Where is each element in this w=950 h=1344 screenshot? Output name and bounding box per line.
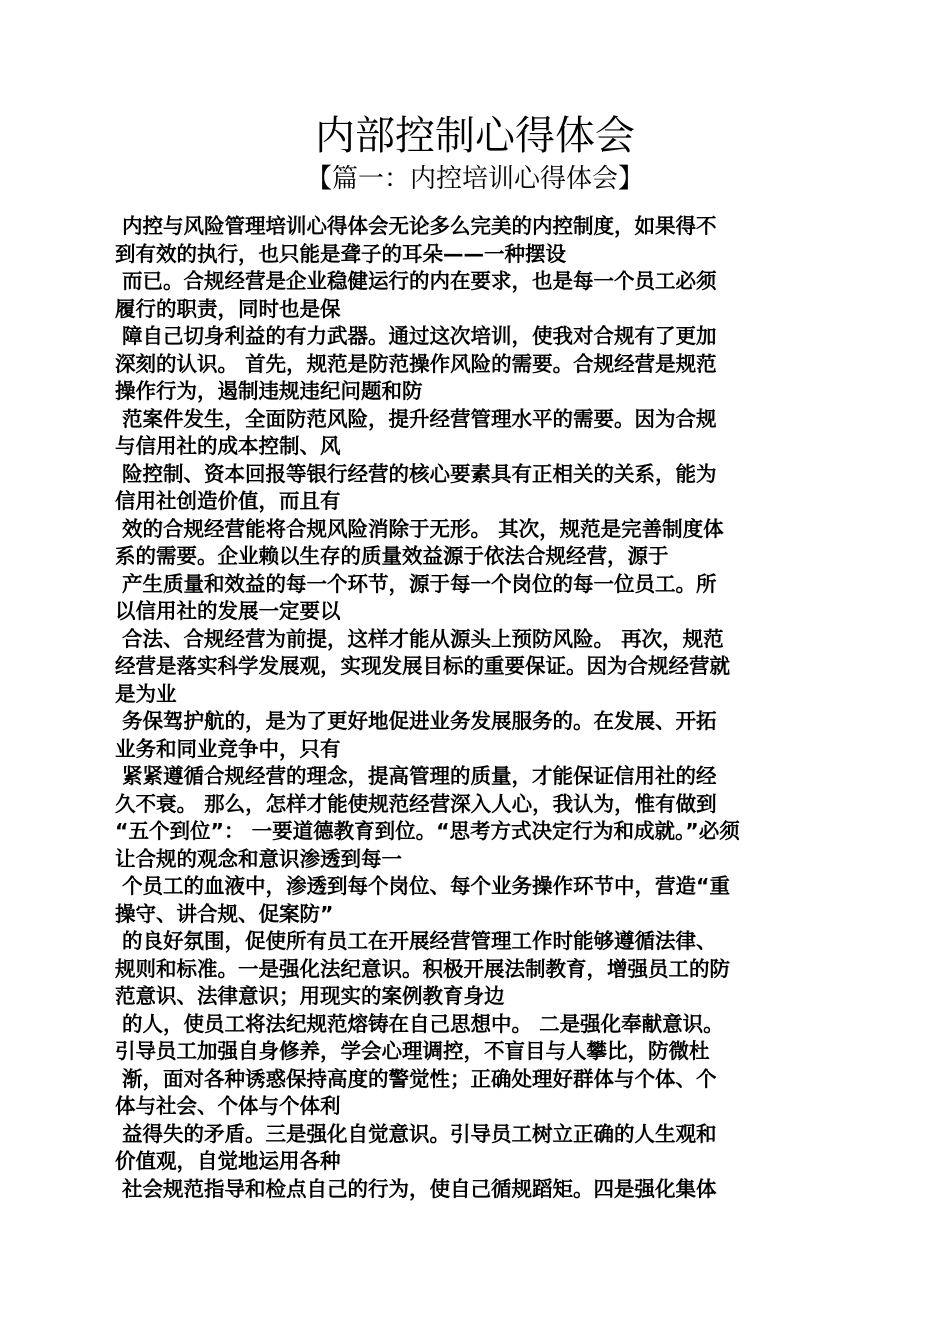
paragraph-line: 操作行为，遏制违规违纪问题和防 (115, 379, 423, 403)
document-body (115, 213, 840, 1203)
paragraph-line: 务保驾护航的，是为了更好地促进业务发展服务的。在发展、开拓 (122, 709, 717, 733)
paragraph-line: 险控制、资本回报等银行经营的核心要素具有正相关的关系，能为 (122, 461, 717, 486)
paragraph-line: 规则和标准。一是强化法纪意识。积极开展法制教育，增强员工的防 (115, 956, 730, 981)
paragraph-line: 引导员工加强自身修养，学会心理调控，不盲目与人攀比，防微杜 (115, 1039, 710, 1063)
paragraph-line: 经营是落实科学发展观，实现发展目标的重要保证。因为合规经营就 (115, 654, 730, 678)
paragraph-line: 的良好氛围，促使所有员工在开展经营管理工作时能够遵循法律、 (122, 929, 717, 953)
paragraph-line: 产生质量和效益的每一个环节，源于每一个岗位的每一位员工。所 (122, 571, 717, 596)
paragraph-line: 益得失的矛盾。三是强化自觉意识。引导员工树立正确的人生观和 (122, 1121, 717, 1146)
paragraph-line: “五个到位”： 一要道德教育到位。“思考方式决定行为和成就。”必须 (115, 819, 740, 843)
paragraph-line: 而已。合规经营是企业稳健运行的内在要求，也是每一个员工必须 (122, 269, 717, 293)
paragraph-line: 紧紧遵循合规经营的理念，提高管理的质量，才能保证信用社的经 (122, 764, 717, 788)
paragraph-line: 障自己切身利益的有力武器。通过这次培训，使我对合规有了更加 (122, 324, 717, 348)
paragraph-line: 范案件发生，全面防范风险，提升经营管理水平的需要。因为合规 (122, 406, 717, 431)
paragraph-line: 深刻的认识。 首先，规范是防范操作风险的需要。合规经营是规范 (115, 351, 717, 376)
paragraph-line: 内控与风险管理培训心得体会无论多么完美的内控制度，如果得不 (122, 214, 717, 238)
document-subtitle: 【篇一：内控培训心得体会】 (305, 164, 644, 194)
paragraph-line: 信用社创造价值，而且有 (115, 489, 341, 513)
paragraph-line: 渐，面对各种诱惑保持高度的警觉性；正确处理好群体与个体、个 (122, 1066, 717, 1091)
paragraph-line: 是为业 (115, 681, 177, 706)
paragraph-line: 让合规的观念和意识渗透到每一 (115, 846, 402, 871)
paragraph-line: 久不衰。 那么，怎样才能使规范经营深入人心，我认为，惟有做到 (115, 791, 717, 816)
document-title: 内部控制心得体会 (315, 113, 635, 159)
paragraph-line: 系的需要。企业赖以生存的质量效益源于依法合规经营，源于 (115, 544, 669, 568)
paragraph-line: 效的合规经营能将合规风险消除于无形。 其次，规范是完善制度体 (122, 516, 724, 541)
paragraph-line: 个员工的血液中，渗透到每个岗位、每个业务操作环节中，营造“重 (122, 874, 730, 898)
paragraph-line: 范意识、法律意识；用现实的案例教育身边 (115, 984, 505, 1008)
paragraph-line: 与信用社的成本控制、风 (115, 434, 341, 458)
paragraph-line: 体与社会、个体与个体利 (115, 1094, 341, 1118)
paragraph-line: 社会规范指导和检点自己的行为，使自己循规蹈矩。四是强化集体 (122, 1176, 717, 1201)
paragraph-line: 履行的职责，同时也是保 (115, 296, 341, 321)
paragraph-line: 价值观，自觉地运用各种 (115, 1149, 341, 1173)
paragraph-line: 合法、合规经营为前提，这样才能从源头上预防风险。 再次，规范 (122, 626, 724, 651)
paragraph-line: 到有效的执行，也只能是聋子的耳朵——一种摆设 (115, 241, 566, 266)
paragraph-line: 操守、讲合规、促案防” (115, 901, 334, 926)
paragraph-line: 业务和同业竞争中，只有 (115, 736, 341, 761)
paragraph-line: 以信用社的发展一定要以 (115, 599, 341, 623)
paragraph-line: 的人，使员工将法纪规范熔铸在自己思想中。 二是强化奉献意识。 (122, 1011, 724, 1036)
